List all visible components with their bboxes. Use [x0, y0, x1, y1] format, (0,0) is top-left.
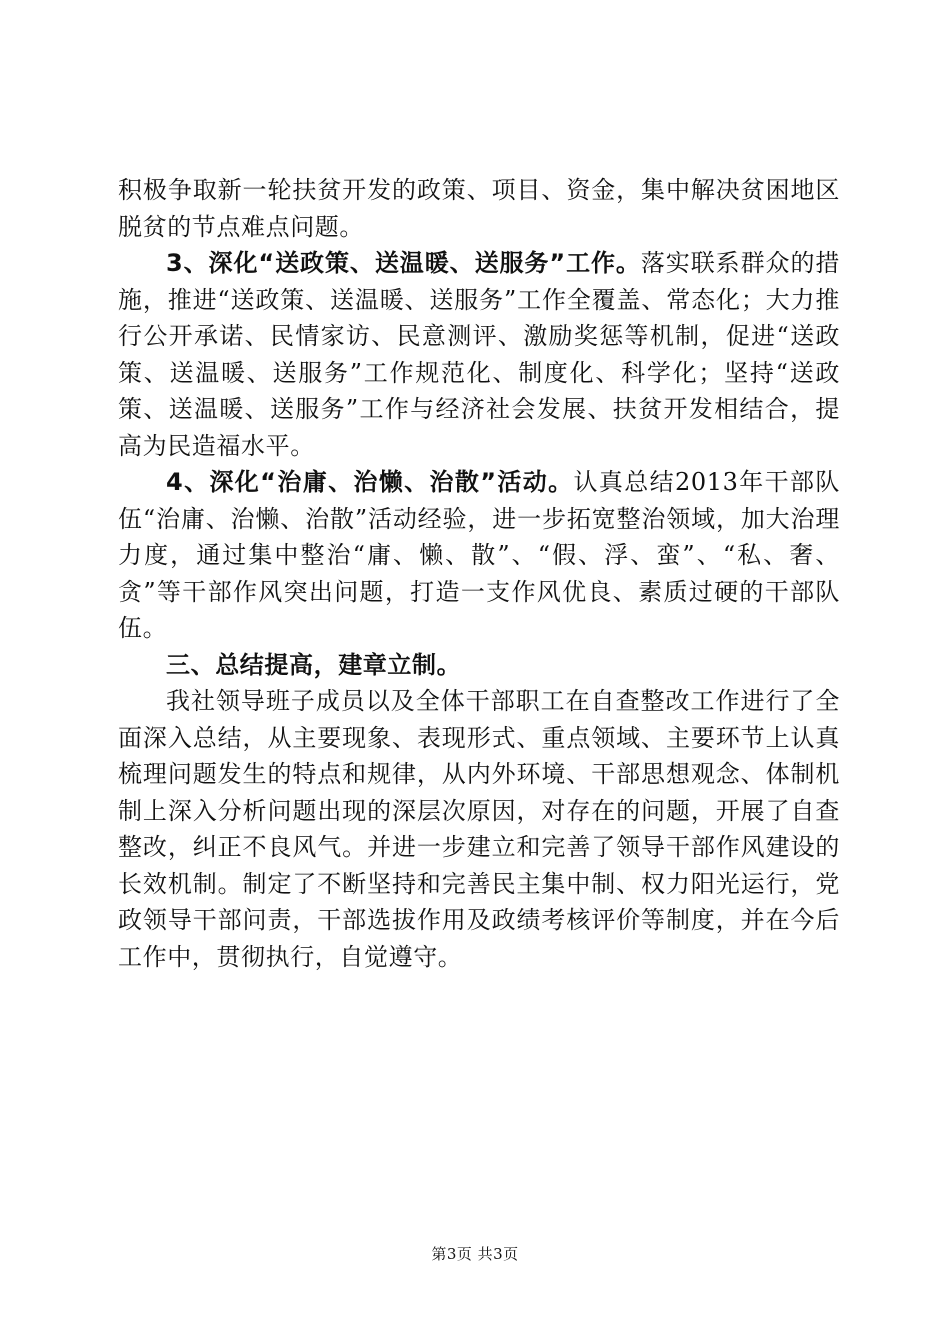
- paragraph-continuation: [118, 172, 840, 245]
- section-3-title: 三、总结提高，建章立制。: [166, 650, 462, 679]
- paragraph-text: 积极争取新一轮扶贫开发的政策、项目、资金，集中解决贫困地区脱贫的节点难点问题。: [118, 176, 840, 241]
- summary-text: 我社领导班子成员以及全体干部职工在自查整改工作进行了全面深入总结，从主要现象、表现形式、重点领域、主要环节上认真梳理问题发生的特点和规律，从内外环境、干部思想观念、体制机制上深入分析问题出现的深层次原因，对存在的问题，开展了自查整改，纠正不良风气。并进一步建立和完善了领导干部作风建设的长效机制。制定了不断坚持和完善民主集中制、权力阳光运行，党政领导干部问责，干部选拔作用及政绩考核评价等制度，并在今后工作中，贯彻执行，自觉遵守。: [118, 687, 840, 971]
- paragraph-item-3: [118, 245, 840, 464]
- item-4-heading: 4、深化“治庸、治懒、治散”活动。: [166, 468, 574, 496]
- page-number: 第3页 共3页: [431, 1245, 519, 1263]
- page-footer: [0, 1243, 950, 1264]
- item-3-heading: 3、深化“送政策、送温暖、送服务”工作。: [166, 249, 641, 277]
- document-body: [118, 172, 840, 975]
- paragraph-item-4: [118, 464, 840, 647]
- paragraph-summary: [118, 683, 840, 975]
- section-heading-3: [118, 647, 840, 684]
- item-3-text: 落实联系群众的措施，推进“送政策、送温暖、送服务”工作全覆盖、常态化；大力推行公开承诺、民情家访、民意测评、激励奖惩等机制，促进“送政策、送温暖、送服务”工作规范化、制度化、科学化；坚持“送政策、送温暖、送服务”工作与经济社会发展、扶贫开发相结合，提高为民造福水平。: [118, 249, 840, 460]
- item-4-text: 认真总结2013年干部队伍“治庸、治懒、治散”活动经验，进一步拓宽整治领域，加大治理力度，通过集中整治“庸、懒、散”、“假、浮、蛮”、“私、奢、贪”等干部作风突出问题，打造一支作风优良、素质过硬的干部队伍。: [118, 468, 840, 642]
